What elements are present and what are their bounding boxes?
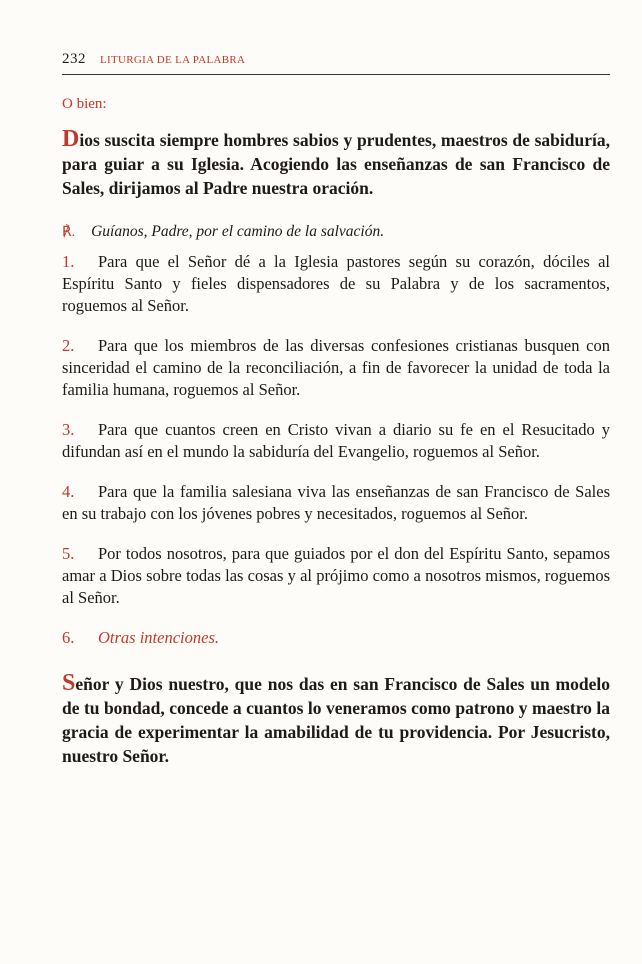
closing-initial: S <box>62 670 76 696</box>
intention-item <box>62 543 610 609</box>
response-text: Guíanos, Padre, por el camino de la salvación. <box>91 223 385 240</box>
opening-invitation <box>62 127 610 200</box>
closing-prayer <box>62 671 610 768</box>
intention-text: Para que la familia salesiana viva las enseñanzas de san Francisco de Sales en su trabajo con los jóvenes pobres y necesitados, roguemos al Señor. <box>62 482 610 523</box>
page-header <box>62 50 610 75</box>
other-intentions-item <box>62 627 610 649</box>
closing-text: eñor y Dios nuestro, que nos das en san Francisco de Sales un modelo de tu bondad, concede a cuantos lo veneramos como patrono y maestro la gracia de experimentar la amabilidad de tu providencia. Por Jesucristo, nuestro Señor. <box>62 674 610 766</box>
intention-text: Para que el Señor dé a la Iglesia pastores según su corazón, dóciles al Espíritu Santo y fieles dispensadores de su Palabra y de los sacramentos, roguemos al Señor. <box>62 252 610 315</box>
intention-text: Por todos nosotros, para que guiados por el don del Espíritu Santo, sepamos amar a Dios sobre todas las cosas y al prójimo como a nosotros mismos, roguemos al Señor. <box>62 544 610 607</box>
intention-text: Para que cuantos creen en Cristo vivan a diario su fe en el Resucitado y difundan así en el mundo la sabiduría del Evangelio, roguemos al Señor. <box>62 420 610 461</box>
intention-number: 3. <box>62 420 75 439</box>
alternative-label: O bien: <box>62 96 107 112</box>
intention-item <box>62 335 610 401</box>
intention-item <box>62 251 610 317</box>
intention-item <box>62 481 610 525</box>
page-number: 232 <box>62 51 86 67</box>
running-title: LITURGIA DE LA PALABRA <box>100 54 246 66</box>
other-intentions-text: Otras intenciones. <box>98 628 219 647</box>
intention-number: 1. <box>62 252 75 271</box>
intention-item <box>62 419 610 463</box>
intention-number: 4. <box>62 482 75 501</box>
opening-initial: D <box>62 126 80 152</box>
response-line <box>62 223 610 241</box>
intention-number: 6. <box>62 628 75 647</box>
response-symbol: ℟. <box>62 225 76 240</box>
opening-text: ios suscita siempre hombres sabios y prudentes, maestros de sabiduría, para guiar a su Iglesia. Acogiendo las enseñanzas de san Francisco de Sales, dirijamos al Padre nuestra oración. <box>62 130 610 198</box>
page-content <box>62 96 610 768</box>
intention-text: Para que los miembros de las diversas confesiones cristianas busquen con sinceridad el camino de la reconciliación, a fin de favorecer la unidad de toda la familia humana, roguemos al Señor. <box>62 336 610 399</box>
intention-number: 5. <box>62 544 75 563</box>
intention-number: 2. <box>62 336 75 355</box>
